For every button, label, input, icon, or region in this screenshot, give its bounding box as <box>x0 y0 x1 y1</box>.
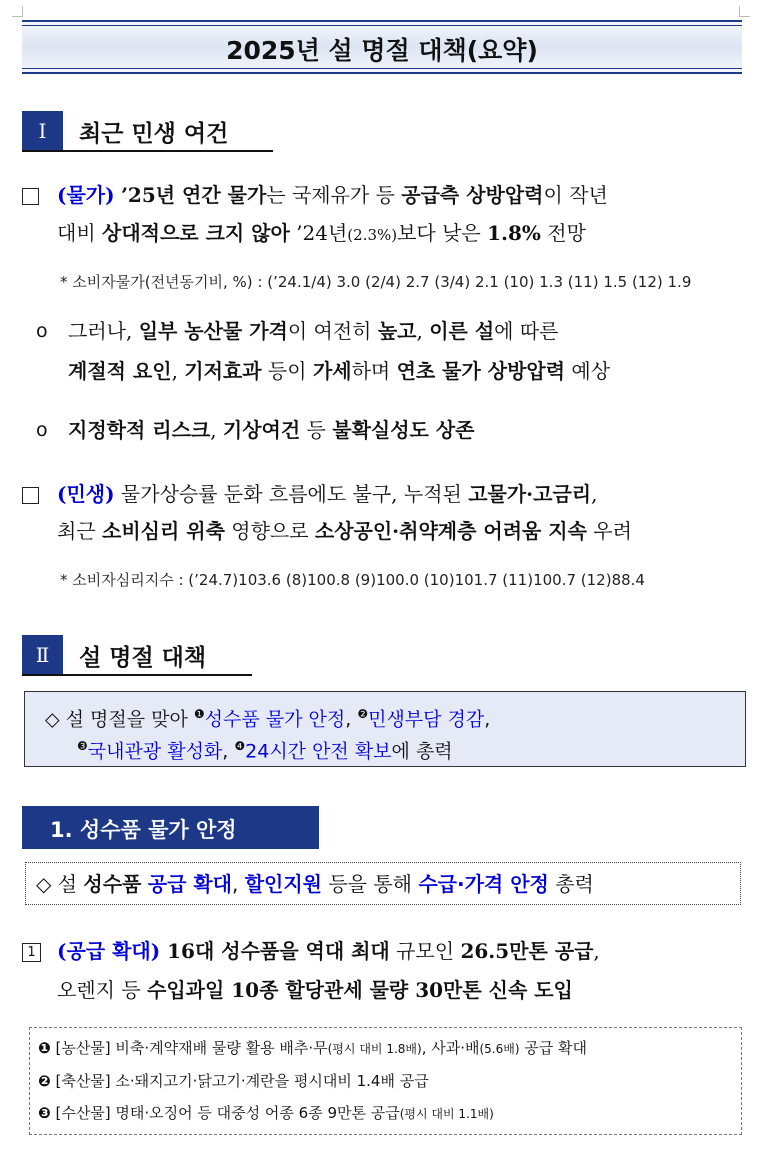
section-number-badge: Ⅰ <box>22 111 63 151</box>
supply-item-line1: (공급 확대) 16대 성수품을 역대 최대 규모인 26.5만톤 공급, <box>57 939 600 963</box>
price-paragraph-line1: (물가) ’25년 연간 물가는 국제유가 등 공급측 상방압력이 작년 <box>57 183 608 207</box>
price-sub1-line2: 계절적 요인, 기저효과 등이 가세하며 연초 물가 상방압력 예상 <box>68 359 611 383</box>
subsection-heading-bar <box>22 806 319 849</box>
checkbox-bullet <box>22 487 39 504</box>
section-underline <box>22 674 252 676</box>
supply-summary-box <box>25 862 741 905</box>
page-corner-mark <box>739 6 750 17</box>
subsection-heading: 1. 성수품 물가 안정 <box>50 818 237 842</box>
supply-summary-line: ◇ 설 성수품 공급 확대, 할인지원 등을 통해 수급·가격 안정 총력 <box>36 872 594 896</box>
consumer-sentiment-footnote: * 소비자심리지수 : (’24.7)103.6 (8)100.8 (9)100.0 (10)101.7 (11)100.7 (12)88.4 <box>60 571 645 589</box>
supply-details-box <box>29 1027 742 1135</box>
item-number-box: 1 <box>22 943 41 962</box>
summary-line1: ◇ 설 명절을 맞아 $^❶$성수품 물가 안정, $^❷$민생부담 경감, <box>45 707 491 731</box>
section-heading: 설 명절 대책 <box>79 645 207 671</box>
document-title: 2025년 설 명절 대책(요약) <box>226 36 538 65</box>
detail-fisheries: ❸ [수산물] 명태·오징어 등 대중성 어종 6종 9만톤 공급(평시 대비 1.1배) <box>38 1104 494 1122</box>
price-sub2-line: 지정학적 리스크, 기상여건 등 불확실성도 상존 <box>68 418 475 442</box>
measures-summary-box <box>24 691 746 767</box>
price-sub1-line1: 그러나, 일부 농산물 가격이 여전히 높고, 이른 설에 따른 <box>68 319 559 343</box>
summary-line2: $^❸$국내관광 활성화, $^❹$24시간 안전 확보에 총력 <box>77 739 453 763</box>
section-heading: 최근 민생 여건 <box>79 121 229 147</box>
living-paragraph-line1: (민생) 물가상승률 둔화 흐름에도 불구, 누적된 고물가·고금리, <box>57 482 598 506</box>
price-tag: 물가 <box>66 183 106 207</box>
supply-item-line2: 오렌지 등 수입과일 10종 할당관세 물량 30만톤 신속 도입 <box>57 978 573 1002</box>
price-paragraph-line2: 대비 상대적으로 크지 않아 ’24년(2.3%)보다 낮은 1.8% 전망 <box>57 221 586 245</box>
detail-agriculture: ❶ [농산물] 비축·계약재배 물량 활용 배추·무(평시 대비 1.8배), 사과·배(5.6배) 공급 확대 <box>38 1039 588 1057</box>
circle-bullet: o <box>36 320 48 342</box>
document-title-bar <box>22 20 742 74</box>
checkbox-bullet <box>22 188 39 205</box>
cpi-footnote: * 소비자물가(전년동기비, %) : (’24.1/4) 3.0 (2/4) 2.7 (3/4) 2.1 (10) 1.3 (11) 1.5 (12) 1.9 <box>60 273 692 291</box>
section-underline <box>22 150 273 152</box>
detail-livestock: ❷ [축산물] 소·돼지고기·닭고기·계란을 평시대비 1.4배 공급 <box>38 1072 429 1090</box>
section-number-badge: Ⅱ <box>22 635 63 675</box>
page-corner-mark <box>12 6 23 17</box>
living-paragraph-line2: 최근 소비심리 위축 영향으로 소상공인·취약계층 어려움 지속 우려 <box>57 519 632 543</box>
circle-bullet: o <box>36 419 48 441</box>
living-tag: 민생 <box>66 482 106 506</box>
